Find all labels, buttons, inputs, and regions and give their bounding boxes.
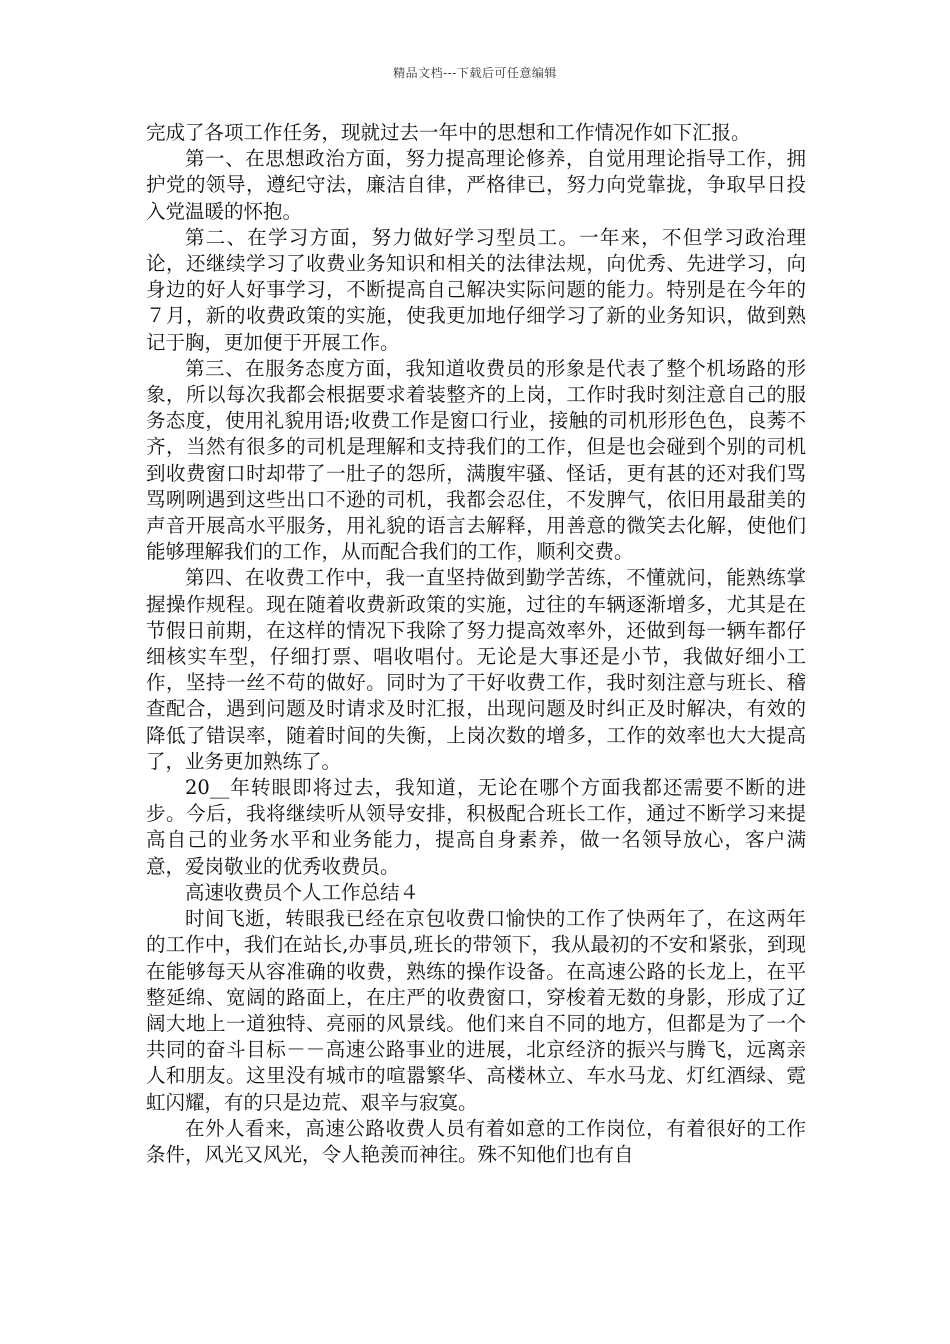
paragraph-outsider-view: 在外人看来，高速公路收费人员有着如意的工作岗位，有着很好的工作条件，风光又风光，令人艳羡而神往。殊不知他们也有自 <box>146 1116 806 1166</box>
paragraph-work: 第四、在收费工作中，我一直坚持做到勤学苦练，不懂就问，能熟练掌握操作规程。现在随着收费新政策的实施，过往的车辆逐渐增多，尤其是在节假日前期，在这样的情况下我除了努力提高效率外，还做到每一辆车都仔细核实车型，仔细打票、唱收唱付。无论是大事还是小节，我做好细小工作，坚持一丝不苟的做好。同时为了干好收费工作，我时刻注意与班长、稽查配合，遇到问题及时请求及时汇报，出现问题及时纠正及时解决，有效的降低了错误率，随着时间的失衡，上岗次数的增多，工作的效率也大大提高了，业务更加熟练了。 <box>146 566 806 773</box>
paragraph-outlook: 20__年转眼即将过去，我知道，无论在哪个方面我都还需要不断的进步。今后，我将继续听从领导安排，积极配合班长工作，通过不断学习来提高自己的业务水平和业务能力，提高自身素养，做一名领导放心，客户满意，爱岗敬业的优秀收费员。 <box>146 776 806 878</box>
paragraph-ideology: 第一、在思想政治方面，努力提高理论修养，自觉用理论指导工作，拥护党的领导，遵纪守法，廉洁自律，严格律已，努力向党靠拢，争取早日投入党温暖的怀抱。 <box>146 147 806 223</box>
paragraph-intro: 时间飞逝，转眼我已经在京包收费口愉快的工作了快两年了，在这两年的工作中，我们在站长,办事员,班长的带领下，我从最初的不安和紧张，到现在能够每天从容准确的收费，熟练的操作设备。在高速公路的长龙上，在平整延绵、宽阔的路面上，在庄严的收费窗口，穿梭着无数的身影，形成了辽阔大地上一道独特、亮丽的风景线。他们来自不同的地方，但都是为了一个共同的奋斗目标－－高速公路事业的进展，北京经济的振兴与腾飞，远离亲人和朋友。这里没有城市的喧嚣繁华、高楼林立、车水马龙、灯红酒绿、霓虹闪耀，有的只是边荒、艰辛与寂寞。 <box>146 907 806 1114</box>
section-heading: 高速收费员个人工作总结４ <box>185 880 420 904</box>
paragraph-study: 第二、在学习方面，努力做好学习型员工。一年来，不但学习政治理论，还继续学习了收费业务知识和相关的法律法规，向优秀、先进学习，向身边的好人好事学习，不断提高自己解决实际问题的能力。特别是在今年的７月，新的收费政策的实施，使我更加地仔细学习了新的业务知识，做到熟记于胸，更加便于开展工作。 <box>146 225 806 354</box>
document-body <box>146 120 806 1168</box>
paragraph-service: 第三、在服务态度方面，我知道收费员的形象是代表了整个机场路的形象，所以每次我都会根据要求着装整齐的上岗，工作时我时刻注意自己的服务态度，使用礼貌用语;收费工作是窗口行业，接触的司机形形色色，良莠不齐，当然有很多的司机是理解和支持我们的工作，但是也会碰到个别的司机到收费窗口时却带了一肚子的怨所，满腹牢骚、怪话，更有甚的还对我们骂骂咧咧遇到这些出口不逊的司机，我都会忍住，不发脾气，依旧用最甜美的声音开展高水平服务，用礼貌的语言去解释，用善意的微笑去化解，使他们能够理解我们的工作，从而配合我们的工作，顺利交费。 <box>146 356 806 564</box>
page-header: 精品文档---下载后可任意编辑 <box>393 66 557 80</box>
paragraph-continuation: 完成了各项工作任务，现就过去一年中的思想和工作情况作如下汇报。 <box>146 121 751 144</box>
